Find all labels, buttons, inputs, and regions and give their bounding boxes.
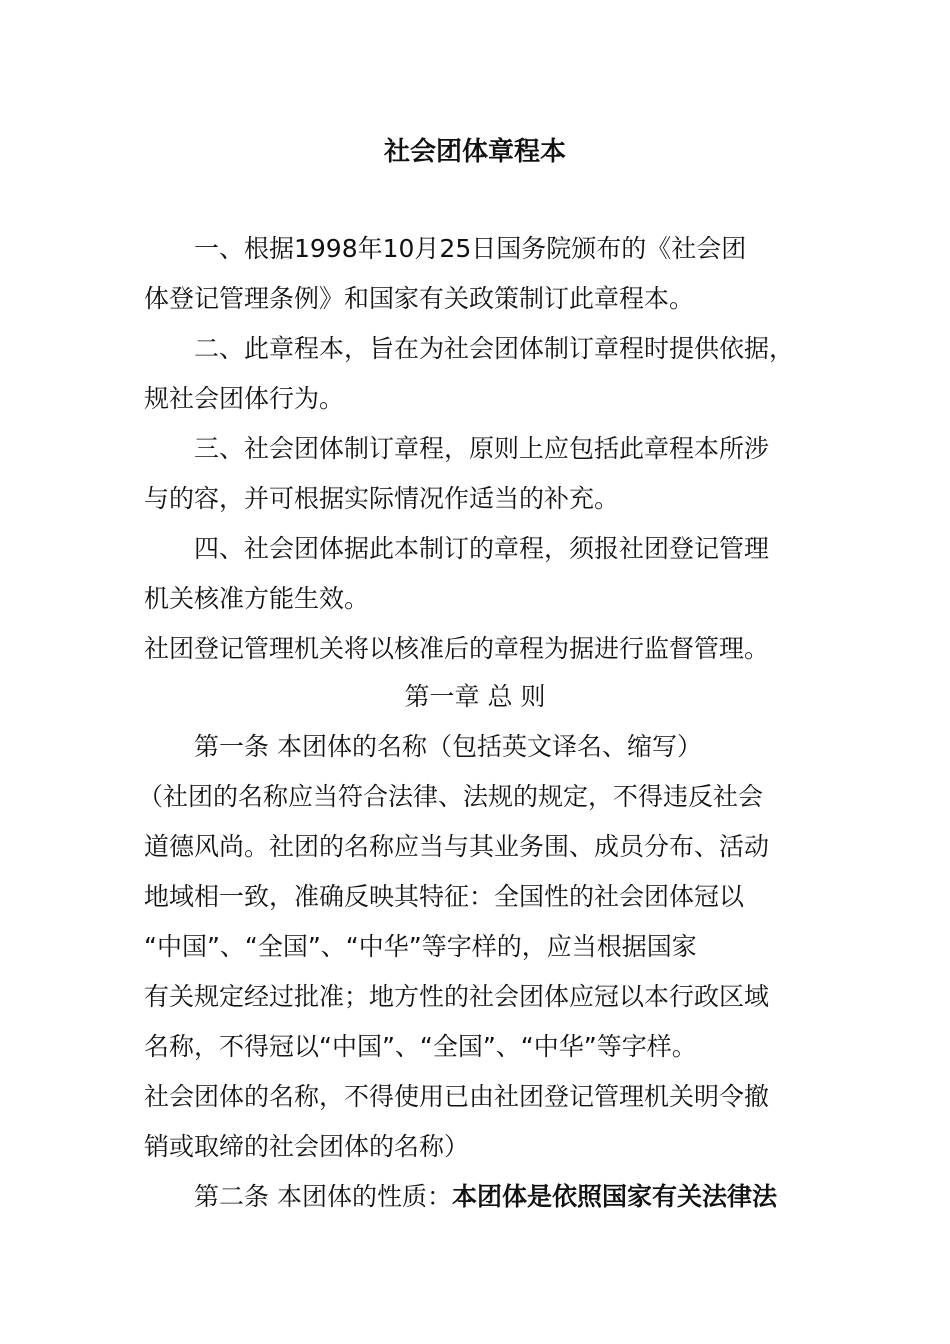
paragraph-line: 一、根据1998年10月25日国务院颁布的《社会团 (194, 234, 747, 263)
paragraph-line: 道德风尚。社团的名称应当与其业务围、成员分布、活动 (144, 832, 770, 861)
article-bold-text: 本团体是依照国家有关法律法 (451, 1182, 777, 1211)
paragraph-line: 规社会团体行为。 (144, 384, 345, 413)
article-heading: 第一条 本团体的名称（包括英文译名、缩写） (194, 732, 702, 761)
paragraph-line: 体登记管理条例》和国家有关政策制订此章程本。 (144, 284, 695, 313)
paragraph-line: 名称，不得冠以“中国”、“全国”、“中华”等字样。 (144, 1032, 697, 1061)
paragraph-line: 三、社会团体制订章程，原则上应包括此章程本所涉 (194, 434, 770, 463)
paragraph-line: 与的容，并可根据实际情况作适当的补充。 (144, 484, 620, 513)
article-label: 第二条 本团体的性质： (194, 1182, 452, 1211)
paragraph-line: 四、社会团体据此本制订的章程，须报社团登记管理 (194, 534, 770, 563)
paragraph-line: “中国”、“全国”、“中华”等字样的，应当根据国家 (144, 932, 697, 961)
paragraph-line: 地域相一致，准确反映其特征：全国性的社会团体冠以 (144, 882, 745, 911)
paragraph-line: 销或取缔的社会团体的名称） (144, 1132, 470, 1161)
paragraph-line: 机关核准方能生效。 (144, 584, 370, 613)
paragraph-line: （社团的名称应当符合法律、法规的规定，不得违反社会 (138, 782, 764, 811)
chapter-heading: 第一章 总 则 (404, 682, 546, 711)
paragraph-line: 社团登记管理机关将以核准后的章程为据进行监督管理。 (144, 634, 770, 663)
paragraph-line: 有关规定经过批准；地方性的社会团体应冠以本行政区域 (144, 982, 770, 1011)
document-title: 社会团体章程本 (383, 137, 566, 167)
paragraph-line: 二、此章程本，旨在为社会团体制订章程时提供依据， (194, 334, 795, 363)
article-heading (194, 1175, 824, 1219)
paragraph-line: 社会团体的名称，不得使用已由社团登记管理机关明令撤 (144, 1082, 770, 1111)
